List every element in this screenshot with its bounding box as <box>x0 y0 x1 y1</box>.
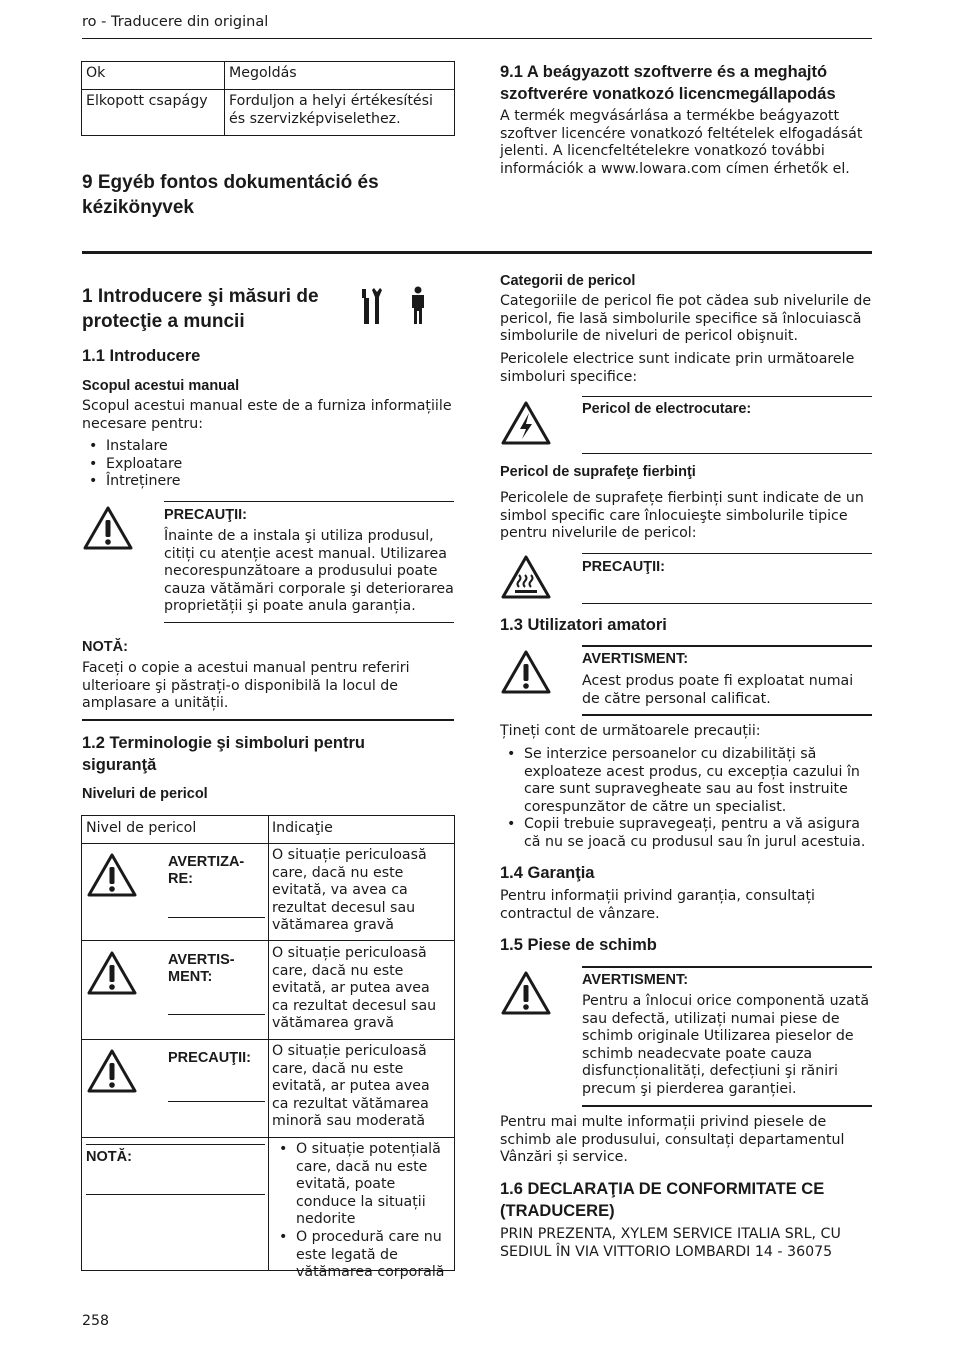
table-header: Nivel de pericol <box>86 820 197 836</box>
warning-triangle-icon <box>500 649 552 695</box>
paragraph: Categoriile de pericol fie pot cădea sub nivelurile de pericol, fie lasă simbolurile specifice să înlocuiască simbolurile de niveluri de pericol obişnuit. <box>500 293 872 345</box>
table-cell: Elkopott csapágy <box>82 90 225 136</box>
subsection-title: 1.3 Utilizatori amatori <box>500 616 667 634</box>
subheading: Pericol de suprafeţe fierbinţi <box>500 464 696 480</box>
list-item: • Se interzice persoanelor cu dizabilități să exploateze acest produs, cu excepția cazului în care sunt supravegheate sau au fost instruite corespunzător de către un specialist. <box>500 746 874 816</box>
hazard-label: AVERTIZA-RE: <box>168 854 245 887</box>
table-header: Indicaţie <box>272 820 333 836</box>
subheading: Categorii de pericol <box>500 273 636 289</box>
table-header: Megoldás <box>225 62 455 90</box>
subsection-title: 1.2 Terminologie şi simboluri pentru siguranţă <box>82 734 365 774</box>
caution-text: Înainte de a instala şi utiliza produsul, citiți cu atenție acest manual. Utilizarea necorespunzătoare a produsului poate cauza vătămări corporale şi deteriorarea proprietății şi poate anula garanția. <box>164 528 454 615</box>
tools-icon <box>360 286 384 330</box>
bullet-list <box>82 438 442 491</box>
hu-troubleshooting-table <box>81 61 455 136</box>
subsection-title: 1.4 Garanţia <box>500 864 595 882</box>
note-label: NOTĂ: <box>82 639 128 655</box>
list-item: • Întreținere <box>82 473 442 491</box>
hazard-levels-table <box>81 815 455 1281</box>
hazard-label: PRECAUŢII: <box>168 1050 251 1066</box>
table-header: Ok <box>82 62 225 90</box>
page-number: 258 <box>82 1313 110 1329</box>
running-header: ro - Traducere din original <box>82 14 269 30</box>
subheading: Scopul acestui manual <box>82 378 240 394</box>
note-label: NOTĂ: <box>86 1149 132 1165</box>
warning-label: AVERTISMENT: <box>582 651 689 667</box>
subsection-title: 1.1 Introducere <box>82 347 201 365</box>
section-title: 9 Egyéb fontos dokumentáció és kézikönyvek <box>82 172 379 218</box>
warning-text: Acest produs poate fi exploatat numai de către personal calificat. <box>582 673 854 707</box>
warning-triangle-icon <box>86 950 138 996</box>
table-cell: Forduljon a helyi értékesítési és szervizképviselethez. <box>225 90 455 136</box>
header-rule <box>82 38 872 39</box>
paragraph: Țineți cont de următoarele precauții: <box>500 723 761 739</box>
note-list <box>272 1141 452 1282</box>
list-item: • O procedură care nu este legată de vătămarea corporală <box>272 1229 452 1282</box>
paragraph: Pentru informații privind garanția, consultați contractul de vânzare. <box>500 888 815 922</box>
subsection-title: 1.5 Piese de schimb <box>500 936 657 954</box>
warning-triangle-icon <box>500 970 552 1016</box>
warning-label: AVERTISMENT: <box>582 972 689 988</box>
section-title: 9.1 A beágyazott szoftverre és a meghajtó szoftverére vonatkozó licencmegállapodás <box>500 63 836 103</box>
list-item: • O situație potențială care, dacă nu este evitată, poate conduce la situații nedorite <box>272 1141 452 1229</box>
hazard-description: O situație periculoasă care, dacă nu este evitată, va avea ca rezultat decesul sau vătămarea gravă <box>272 847 427 934</box>
paragraph: Pentru mai multe informații privind piesele de schimb ale produsului, consultați departamentul Vânzări și service. <box>500 1114 845 1166</box>
paragraph: Pericolele electrice sunt indicate prin următoarele simboluri specifice: <box>500 351 855 385</box>
warning-text: Pentru a înlocui orice componentă uzată sau defectă, utilizați numai piese de schimb originale Utilizarea pieselor de schimb neadecvate poate cauza disfuncționalități, defecțiuni şi răniri precum şi pierderea garanției. <box>582 993 870 1097</box>
worker-icon <box>406 286 430 330</box>
list-item: • Instalare <box>82 438 442 456</box>
electric-hazard-icon <box>500 400 552 446</box>
electric-hazard-label: Pericol de electrocutare: <box>582 401 752 417</box>
hazard-description: O situație periculoasă care, dacă nu este evitată, ar putea avea ca rezultat decesul sau vătămarea gravă <box>272 945 437 1032</box>
language-divider <box>82 251 872 254</box>
hazard-description: O situație periculoasă care, dacă nu este evitată, ar putea avea ca rezultat vătămarea minoră sau moderată <box>272 1043 430 1130</box>
bullet-list <box>500 746 874 852</box>
caution-label: PRECAUŢII: <box>164 507 247 523</box>
list-item: • Copii trebuie supravegeați, pentru a vă asigura că nu se joacă cu produsul sau în jurul acestuia. <box>500 816 874 851</box>
caution-label: PRECAUŢII: <box>582 559 665 575</box>
paragraph: Pericolele de suprafețe fierbinți sunt indicate de un simbol specific care înlocuieşte simbolurile tipice pentru nivelurile de pericol: <box>500 490 864 542</box>
warning-triangle-icon <box>86 1048 138 1094</box>
subsection-title: 1.6 DECLARAŢIA DE CONFORMITATE CE (TRADUCERE) <box>500 1180 825 1220</box>
paragraph: A termék megvásárlása a termékbe beágyazott szoftver licencére vonatkozó feltételek elfogadását jelenti. A licencfeltételekre vonatkozó további információk a www.lowara.com címen érhetők el. <box>500 108 863 177</box>
list-item: • Exploatare <box>82 456 442 474</box>
paragraph: PRIN PREZENTA, XYLEM SERVICE ITALIA SRL, CU SEDIUL ÎN VIA VITTORIO LOMBARDI 14 - 36075 <box>500 1226 841 1260</box>
section-title: 1 Introducere şi măsuri de protecţie a muncii <box>82 286 319 332</box>
warning-triangle-icon <box>82 505 134 551</box>
hot-surface-icon <box>500 554 552 600</box>
note-text: Faceți o copie a acestui manual pentru referiri ulterioare şi păstrați-o disponibilă la locul de amplasare a unității. <box>82 660 410 712</box>
warning-triangle-icon <box>86 852 138 898</box>
hazard-label: AVERTIS-MENT: <box>168 952 235 985</box>
paragraph: Scopul acestui manual este de a furniza informațiile necesare pentru: <box>82 398 452 432</box>
subheading: Niveluri de pericol <box>82 786 208 802</box>
